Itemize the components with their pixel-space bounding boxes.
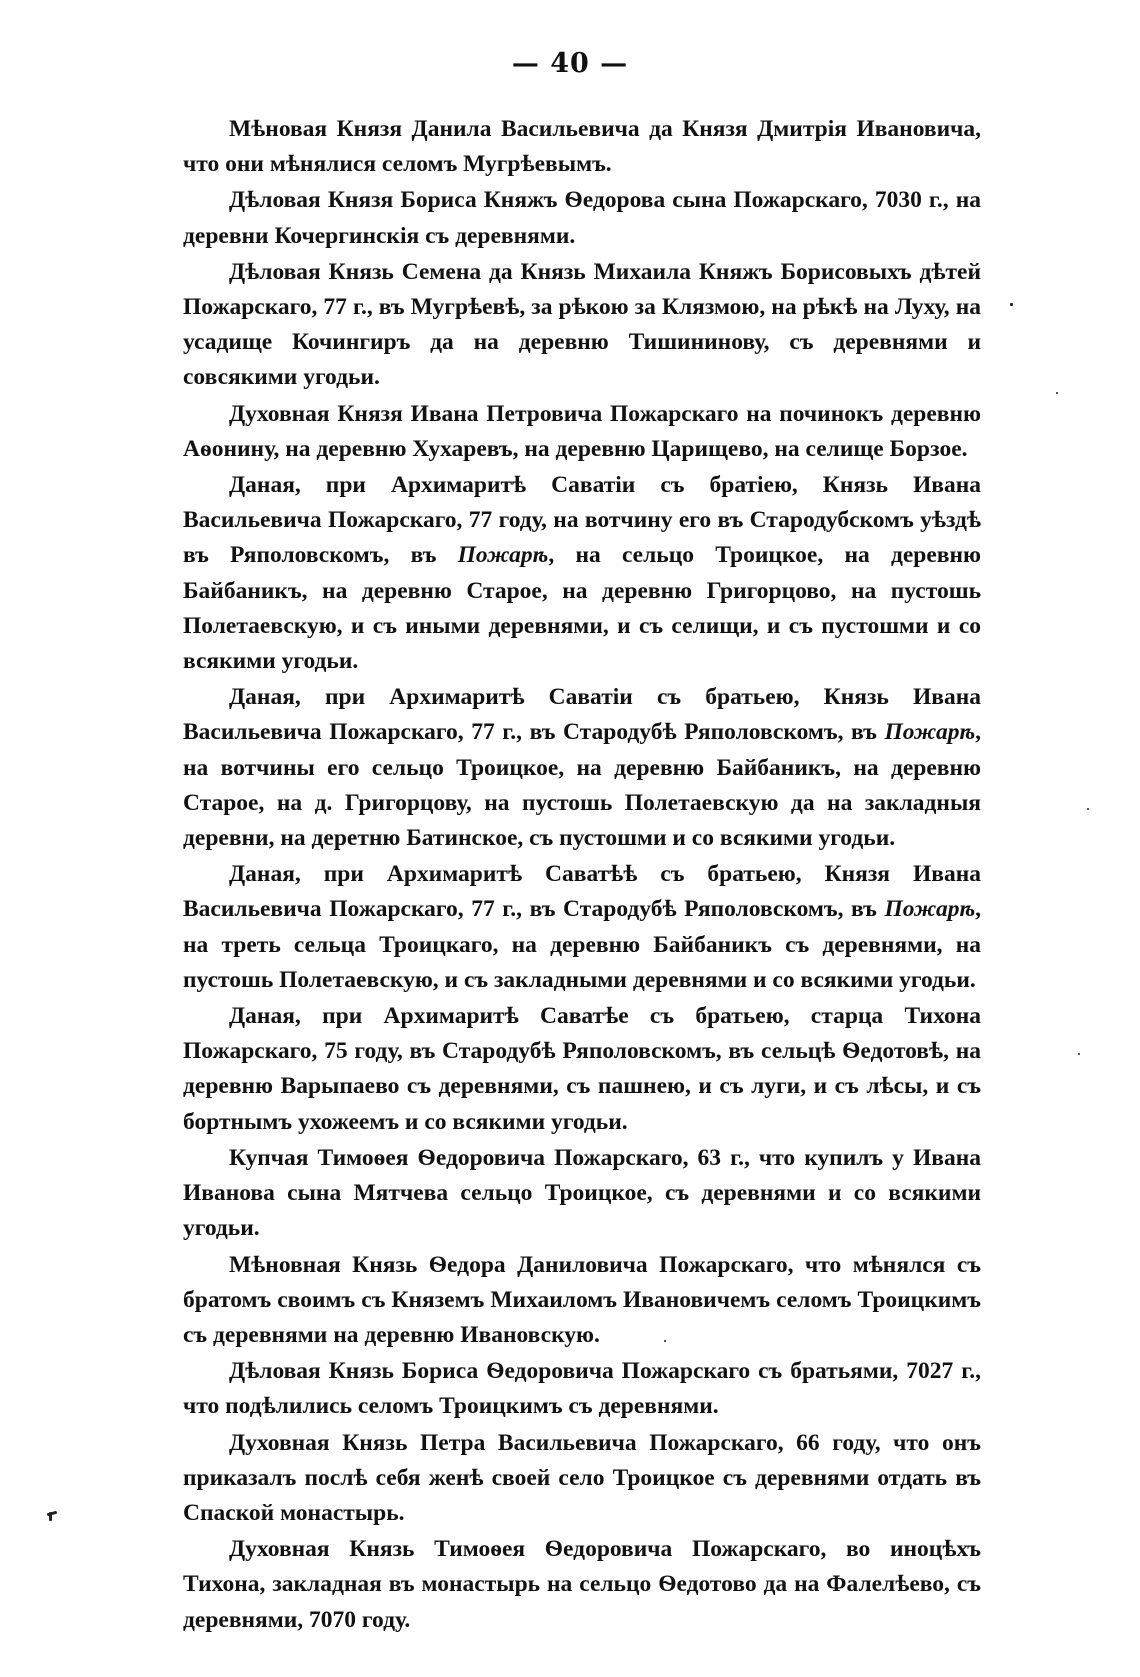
entry-text: , на сельцо Троицкое, на деревню Байбаникъ, на деревню Старое, на деревню Григорцово, на пустошь Полетаевскую, и съ иными деревнями, и съ селищи, и съ пустошми и со всякими угодьи. (183, 542, 981, 675)
entry-place-name: Пожарѣ (884, 896, 976, 923)
document-entry (183, 680, 981, 856)
document-entry: Духовная Князь Тимоѳея Ѳедоровича Пожарскаго, во иноцѣхъ Тихона, закладная въ монастырь на сельцо Ѳедотово да на Фалелѣево, съ деревнями, 7070 году. (183, 1536, 981, 1633)
scan-speck (1056, 392, 1058, 394)
document-entry: Дѣловая Князя Бориса Княжъ Ѳедорова сына Пожарскаго, 7030 г., на деревни Кочергинскія съ деревнями. (183, 187, 981, 249)
scan-speck (1078, 1053, 1080, 1055)
document-entry (183, 857, 981, 998)
entry-text: Даная, при Архимаритѣ Саватіи съ братьею, Князь Ивана Васильевича Пожарскаго, 77 г., въ Стародубѣ Ряполовскомъ, въ (183, 684, 981, 746)
document-body (183, 112, 981, 1639)
scan-speck (664, 1340, 666, 1342)
scan-speck (1010, 303, 1013, 306)
entry-text: , на вотчины его сельцо Троицкое, на деревню Байбаникъ, на деревню Старое, на д. Григорцову, на пустошь Полетаевскую да на закладныя деревни, на деретню Батинское, съ пустошми и со всякими угодьи. (183, 719, 981, 852)
entry-text: Даная, при Архимаритѣ Саватіи съ братіею, Князь Ивана Васильевича Пожарскаго, 77 году, на вотчину его въ Стародубскомъ уѣздѣ въ Ряполовскомъ, въ (183, 472, 981, 569)
document-entry: Мѣновная Князь Ѳедора Даниловича Пожарскаго, что мѣнялся съ братомъ своимъ съ Княземъ Михаиломъ Ивановичемъ селомъ Троицкимъ съ деревнями на деревню Ивановскую. (183, 1251, 981, 1348)
entry-place-name: Пожарѣ (884, 719, 976, 746)
scan-speck (49, 1512, 52, 1521)
document-entry: Дѣловая Князь Бориса Ѳедоровича Пожарскаго съ братьями, 7027 г., что подѣлились селомъ Троицкимъ съ деревнями. (183, 1358, 981, 1420)
document-entry: Мѣновая Князя Данила Васильевича да Князя Дмитрія Ивановича, что они мѣнялися селомъ Мугрѣевымъ. (183, 116, 981, 178)
entry-place-name: Пожарѣ (457, 542, 549, 569)
document-entry: Духовная Князь Петра Васильевича Пожарскаго, 66 году, что онъ приказалъ послѣ себя женѣ своей село Троицкое съ деревнями отдать въ Спаской монастырь. (183, 1429, 981, 1526)
page-number: — 40 — (511, 48, 629, 79)
entry-text: Даная, при Архимаритѣ Саватѣѣ съ братьею, Князя Ивана Васильевича Пожарскаго, 77 г., въ Стародубѣ Ряполовскомъ, въ (183, 861, 981, 923)
document-entry: Даная, при Архимаритѣ Саватѣе съ братьею, старца Тихона Пожарскаго, 75 году, въ Стародубѣ Ряполовскомъ, въ сельцѣ Ѳедотовѣ, на деревню Варыпаево съ деревнями, съ пашнею, и съ луги, и съ лѣсы, и съ бортнымъ ухожеемъ и со всякими угодьи. (183, 1003, 981, 1135)
document-entry (183, 468, 981, 679)
document-entry: Дѣловая Князь Семена да Князь Михаила Княжъ Борисовыхъ дѣтей Пожарскаго, 77 г., въ Мугрѣевѣ, за рѣкою за Клязмою, на рѣкѣ на Луху, на усадище Кочингиръ да на деревню Тишининову, съ деревнями и совсякими угодьи. (183, 258, 981, 391)
document-entry: Купчая Тимоѳея Ѳедоровича Пожарскаго, 63 г., что купилъ у Ивана Иванова сына Мятчева сельцо Троицкое, съ деревнями и со всякими угодьи. (183, 1144, 981, 1242)
document-entry: Духовная Князя Ивана Петровича Пожарскаго на починокъ деревню Аѳонину, на деревню Хухаревъ, на деревню Царищево, на селище Борзое. (183, 400, 981, 462)
entry-text: , на треть сельца Троицкаго, на деревню Байбаникъ съ деревнями, на пустошь Полетаевскую, и съ закладными деревнями и со всякими угодьи. (183, 896, 981, 993)
scan-speck (1087, 808, 1089, 810)
